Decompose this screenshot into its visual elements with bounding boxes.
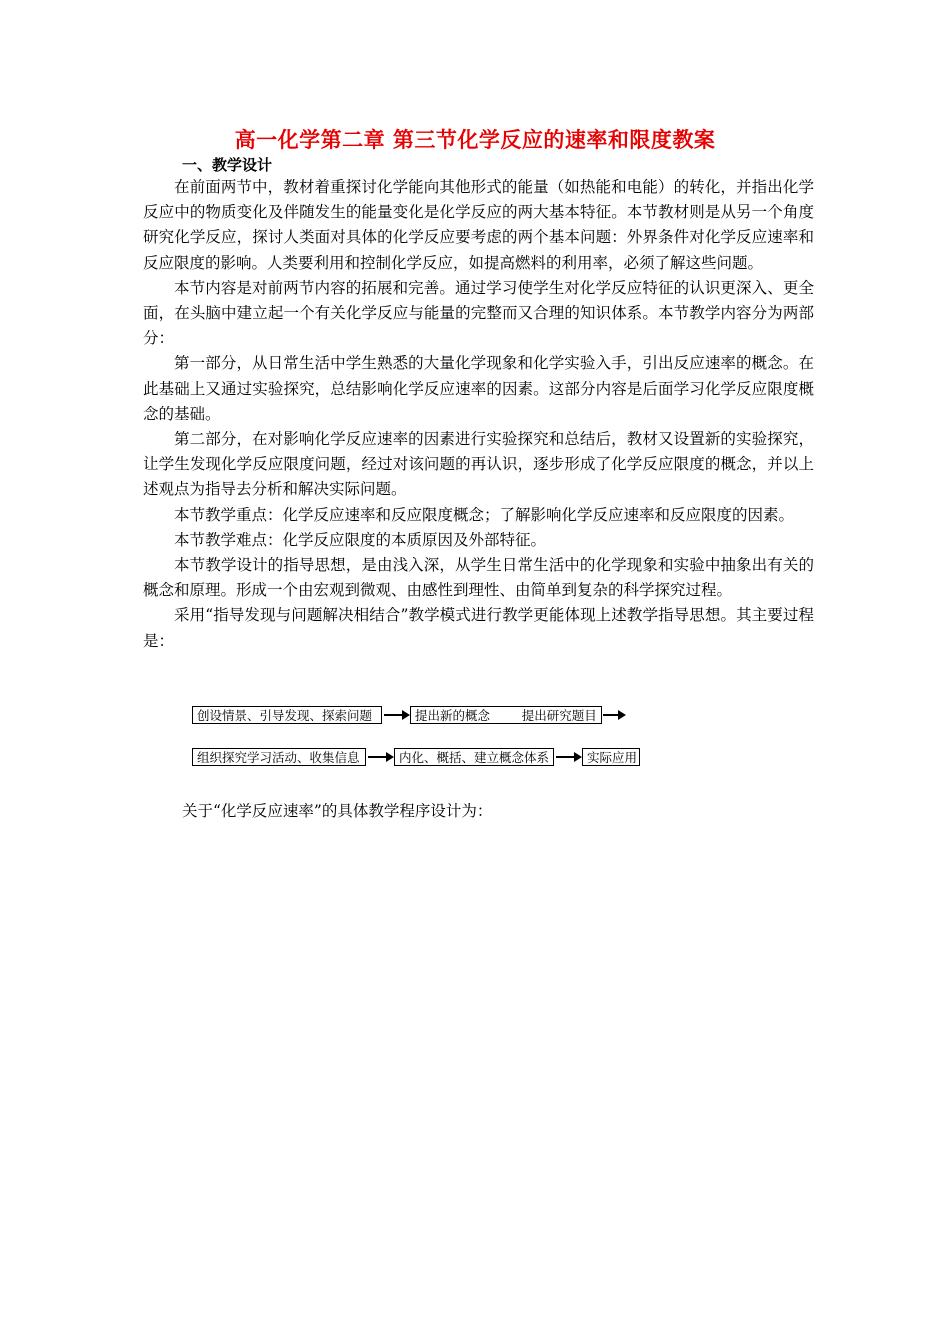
document-title: 高一化学第二章 第三节化学反应的速率和限度教案	[234, 127, 716, 152]
flow-arrow	[368, 756, 388, 758]
paragraph-key-points: 本节教学重点：化学反应速率和反应限度概念；了解影响化学反应速率和反应限度的因素。	[174, 505, 795, 524]
paragraph-part-one: 第一部分，从日常生活中学生熟悉的大量化学现象和化学实验入手，引出反应速率的概念。在此基础上又通过实验探究，总结影响化学反应速率的因素。这部分内容是后面学习化学反应限度概念的基础。	[143, 354, 814, 423]
flow-box-internalize: 内化、概括、建立概念体系	[394, 748, 554, 766]
flow-box-create-scenario: 创设情景、引导发现、探索问题	[192, 706, 382, 724]
paragraph-teaching-mode: 采用“指导发现与问题解决相结合”教学模式进行教学更能体现上述教学指导思想。其主要过程是：	[143, 606, 814, 650]
paragraph-guiding-idea: 本节教学设计的指导思想，是由浅入深，从学生日常生活中的化学现象和实验中抽象出有关的概念和原理。形成一个由宏观到微观、由感性到理性、由简单到复杂的科学探究过程。	[143, 556, 814, 600]
flow-box-organize-inquiry: 组织探究学习活动、收集信息	[192, 748, 366, 766]
body-text	[143, 175, 814, 654]
flow-box-application: 实际应用	[582, 748, 640, 766]
paragraph-difficulties: 本节教学难点：化学反应限度的本质原因及外部特征。	[174, 530, 547, 549]
paragraph-part-two: 第二部分，在对影响化学反应速率的因素进行实验探究和总结后，教材又设置新的实验探究，让学生发现化学反应限度问题，经过对该问题的再认识，逐步形成了化学反应限度的概念，并以上述观点为指导去分析和解决实际问题。	[143, 430, 814, 499]
paragraph-intro: 在前面两节中，教材着重探讨化学能向其他形式的能量（如热能和电能）的转化，并指出化学反应中的物质变化及伴随发生的能量变化是化学反应的两大基本特征。本节教材则是从另一个角度研究化学反应，探讨人类面对具体的化学反应要考虑的两个基本问题：外界条件对化学反应速率和反应限度的影响。人类要利用和控制化学反应，如提高燃料的利用率，必须了解这些问题。	[143, 178, 814, 272]
section-heading: 一、教学设计	[182, 156, 273, 174]
flow-arrow	[603, 714, 620, 716]
flow-box-new-concept: 提出新的概念 提出研究题目	[410, 706, 602, 724]
flow-arrow	[556, 756, 576, 758]
paragraph-content: 本节内容是对前两节内容的拓展和完善。通过学习使学生对化学反应特征的认识更深入、更全面，在头脑中建立起一个有关化学反应与能量的完整而又合理的知识体系。本节教学内容分为两部分：	[143, 278, 814, 348]
flow-arrow	[384, 714, 404, 716]
closing-line: 关于“化学反应速率”的具体教学程序设计为：	[182, 802, 493, 820]
